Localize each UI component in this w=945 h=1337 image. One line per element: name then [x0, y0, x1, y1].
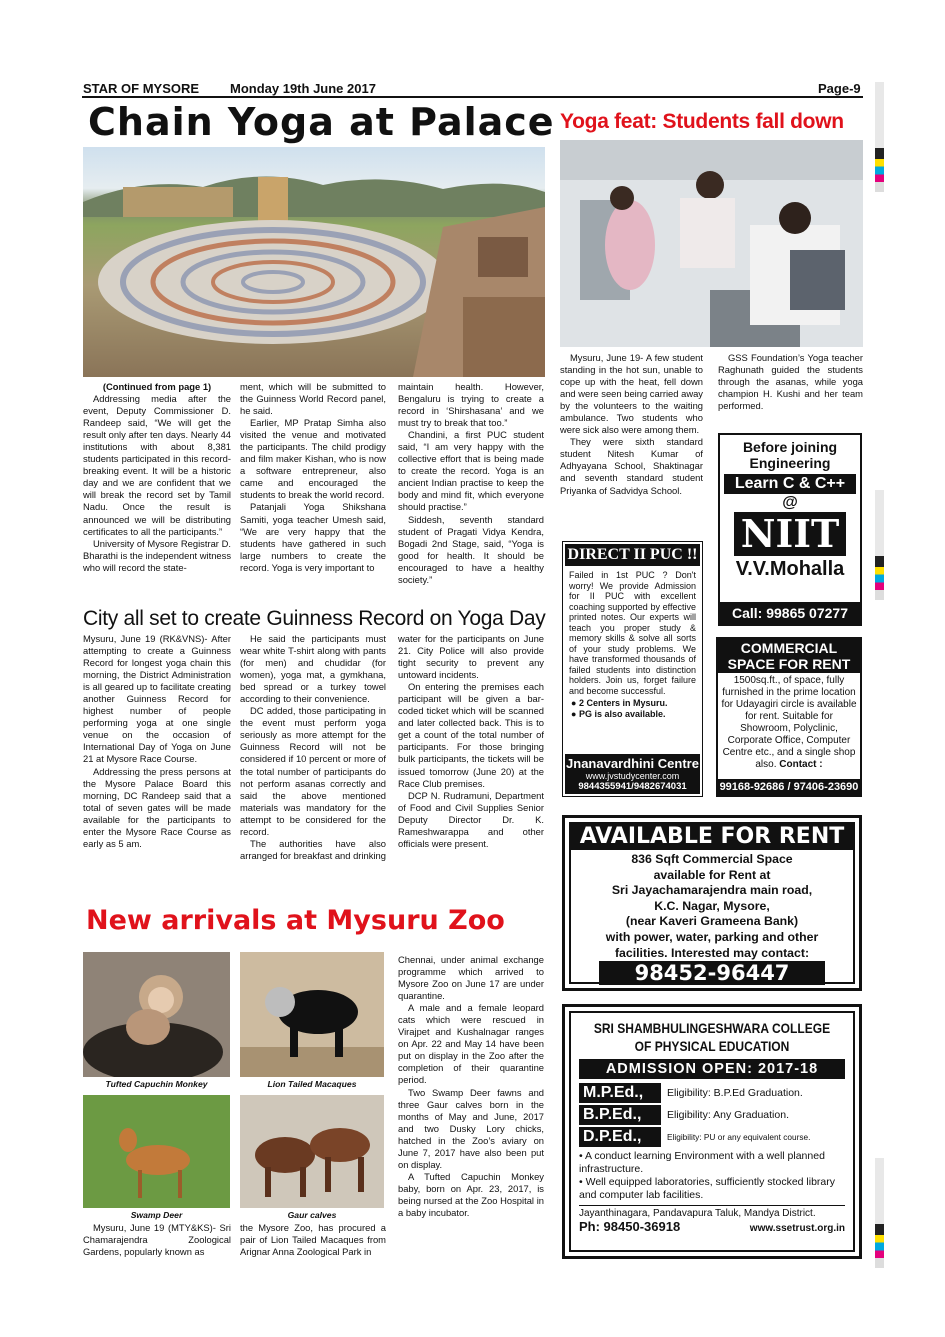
course-row [579, 1083, 845, 1103]
ad-place: V.V.Mohalla [735, 558, 845, 580]
admission-banner: ADMISSION OPEN: 2017-18 [579, 1059, 845, 1079]
ad-line: Learn C & C++ [724, 474, 856, 494]
course-name: M.P.Ed., [579, 1083, 661, 1103]
ad-line: 836 Sqft Commercial Space [631, 852, 793, 866]
macaque-photo [240, 952, 384, 1077]
ad-line: Sri Jayachamarajendra main road, [611, 883, 813, 898]
paragraph: water for the participants on June 21. City Police will also provide tight security to prevent any untoward incidents. [398, 633, 544, 681]
ad-contact-label: Contact : [779, 759, 823, 770]
college-website: www.ssetrust.org.in [749, 1223, 845, 1234]
paragraph: Patanjali Yoga Shikshana Samiti, yoga teacher Umesh said, “We are very happy that the students have gathered in such large numbers to create the record. Yoga is very important to [240, 501, 386, 573]
ad-title: COMMERCIAL [740, 640, 838, 656]
paragraph: Addressing the press persons at the Mysore Palace Board this morning, DC Randeep said that a total of seven gates will be made available for the participants to enter the Mysore Race Course as early as 5 am. [83, 765, 231, 849]
guinness-col-2 [240, 633, 386, 862]
chain-yoga-col-3 [398, 381, 544, 586]
course-row [579, 1127, 845, 1147]
ad-line: K.C. Nagar, Mysore, [654, 898, 770, 913]
zoo-caption: Gaur calves [287, 1210, 337, 1220]
page-number: Page-9 [818, 81, 861, 96]
college-name: OF PHYSICAL EDUCATION [634, 1038, 790, 1054]
college-feature: • Well equipped laboratories, sufficiently stocked library and computer lab facilities. [579, 1176, 835, 1201]
swamp-deer-photo [83, 1095, 230, 1208]
zoo-headline: New arrivals at Mysuru Zoo [86, 905, 505, 936]
palace-yoga-photo [83, 147, 545, 377]
paragraph: He said the participants must wear white T-shirt along with pants (for men) and chudidar (for women), yoga mat, a gymkhana, bed spread or a turkey towel according to their convenience. [240, 633, 386, 705]
zoo-caption: Swamp Deer [130, 1210, 183, 1220]
ad-direct-puc [562, 541, 703, 797]
paragraph: Mysuru, June 19- A few student standing in the hot sun, unable to cope up with the heat, fell down and were seen being carried away by the volunteers to the waiting ambulance. Two students who were sick also were among them. [560, 352, 703, 436]
paragraph: Mysuru, June 19 (MTY&KS)- Sri Chamarajendra Zoological Gardens, popularly known as [83, 1222, 231, 1258]
paragraph: A male and a female leopard cats which were rescued in Virajpet and Kushalnagar ranges on Apr. 22 and May 14 have been put on display in the Zoo after the completion of their quarantine period. [398, 1002, 544, 1086]
guinness-col-3 [398, 633, 544, 850]
ad-line: (near Kaveri Grameena Bank) [625, 914, 799, 929]
paragraph: ment, which will be submitted to the Guinness World Record panel, he said. [240, 381, 386, 417]
masthead-rule [82, 96, 863, 98]
paper-name: STAR OF MYSORE [83, 81, 200, 96]
chain-yoga-headline: Chain Yoga at Palace [88, 100, 555, 144]
ad-phone: 98452-96447 [599, 961, 825, 985]
ad-niit [718, 433, 862, 626]
course-row [579, 1105, 845, 1125]
paragraph: DC added, those participating in the event must perform yoga seriously as more attempt for the Guinness Record will not be considered if 10 percent or more of the total number of participants do not perform asanas correctly and said the above mentioned materials was mandatory for the attempt to be considered for the record. [240, 705, 386, 837]
registration-strip [875, 490, 884, 600]
paragraph: University of Mysore Registrar D. Bharathi is the independent witness who will record the state- [83, 537, 232, 573]
yoga-feat-col-2 [718, 352, 863, 412]
paragraph: GSS Foundation’s Yoga teacher Raghunath guided the students through the asanas, while yoga champion H. Kushi and her team performed. [718, 352, 863, 412]
zoo-col-3 [398, 954, 544, 1219]
ad-bullet: ● PG is also available. [571, 708, 666, 719]
course-eligibility: Eligibility: Any Graduation. [667, 1109, 789, 1121]
ad-centre-name: Jnanavardhini Centre [566, 756, 699, 771]
ad-title: DIRECT II PUC !! [565, 544, 700, 566]
paragraph: A Tufted Capuchin Monkey baby, born on Apr. 23, 2017, is being nursed at the Zoo Hospital in a baby incubator. [398, 1170, 544, 1218]
ad-line: facilities. Interested may contact: [614, 945, 810, 960]
capuchin-monkey-photo [83, 952, 230, 1077]
zoo-col-1 [83, 1222, 231, 1258]
paragraph: On entering the premises each participant will be given a bar-coded ticket which will be scanned and later collected back. This is to get a count of the total number of participants. For those bringing bulk participants, the tickets will be issued tomorrow (June 20) at the Race Club premises. [398, 681, 544, 789]
paragraph: Chennai, under animal exchange programme which arrived to Mysore Zoo on June 17 are under quarantine. [398, 954, 544, 1002]
ad-website: www.jvstudycenter.com [585, 771, 680, 781]
college-feature: • A conduct learning Environment with a well planned infrastructure. [579, 1150, 825, 1175]
ad-available-for-rent [562, 815, 862, 991]
ambulance-photo [560, 140, 863, 347]
niit-logo: NIIT [734, 512, 846, 556]
course-eligibility: Eligibility: PU or any equivalent course. [667, 1132, 811, 1142]
guinness-headline: City all set to create Guinness Record on Yoga Day [83, 607, 546, 630]
zoo-caption: Tufted Capuchin Monkey [105, 1079, 208, 1089]
ad-line: Engineering [749, 455, 831, 471]
paragraph: Earlier, MP Pratap Simha also visited the venue and motivated the participants. The child prodigy and film maker Kishan, who is now a software entrepreneur, also came and encouraged the students to break the world record. [240, 417, 386, 501]
yoga-feat-col-1 [560, 352, 703, 497]
paragraph: The authorities have also arranged for breakfast and drinking [240, 837, 386, 861]
gaur-calves-photo [240, 1095, 384, 1208]
paragraph: maintain health. However, Bengaluru is trying to create a record in ‘Shirshasana’ and we must try to break that too.” [398, 381, 544, 429]
ad-line: with power, water, parking and other [605, 929, 819, 944]
course-name: D.P.Ed., [579, 1127, 661, 1147]
ad-commercial-space [716, 637, 862, 797]
paragraph: Addressing media after the event, Deputy Commissioner D. Randeep said, “We will get the result only after ten days. Nearly 44 institutions with about 8,381 students participated in this record-breaking event. It will be a historic day and we are confident that we will break the record set by Tamil Nadu. Once the result is announced we will be distributing certificates to all the participants.” [83, 393, 231, 537]
ad-phone: 99168-92686 / 97406-23690 [719, 781, 859, 793]
ad-line: Before joining [742, 439, 838, 455]
guinness-col-1 [83, 633, 231, 850]
paragraph: the Mysore Zoo, has procured a pair of Lion Tailed Macaques from Arignar Anna Zoological Park in [240, 1222, 386, 1258]
ad-phone: 9844355941/9482674031 [578, 781, 687, 792]
ad-line: available for Rent at [653, 867, 771, 882]
ad-body: 1500sq.ft., of space, fully furnished in the prime location for Udayagiri circle is available for rent. Suitable for Showroom, Polyclinic, Corporate Office, Computer Centre etc., and a single shop also. [721, 675, 857, 770]
ad-body: Failed in 1st PUC ? Don't worry! We provide Admission for II PUC with excellent coaching supported by effective printed notes. Our experts will teach you proper study & memory skills & solve all sorts of your study problems. We have transformed thousands of failed students into distinction holders. Join us, forget failure and become successful. [569, 570, 696, 696]
ad-call: Call: 99865 07277 [720, 602, 860, 624]
ad-physical-education-college [562, 1004, 862, 1259]
paragraph: Siddesh, seventh standard student of Pragati Vidya Kendra, Bogadi 2nd Stage, said, “Yoga is good for health. It should be encouraged to have a healthy society.” [398, 513, 544, 585]
issue-date: Monday 19th June 2017 [230, 81, 376, 96]
zoo-caption: Lion Tailed Macaques [267, 1079, 357, 1089]
paragraph: Chandini, a first PUC student said, “I am very happy with the collective effort that is being made to create the record. Yoga is an ancient Indian practise to keep the body and mind fit, which everyone should practise.” [398, 429, 544, 513]
college-address: Jayanthinagara, Pandavapura Taluk, Mandya District. [579, 1205, 845, 1219]
ad-title: SPACE FOR RENT [727, 656, 851, 672]
college-name: SRI SHAMBHULINGESHWARA COLLEGE [593, 1020, 831, 1036]
paragraph: Two Swamp Deer fawns and three Gaur calves born in the months of May and June, 2017 and two Dusky Lory chicks, hatched in the Zoo’s aviary on June 7, 2017 have also been put on display. [398, 1086, 544, 1170]
course-eligibility: Eligibility: B.P.Ed Graduation. [667, 1087, 803, 1099]
zoo-col-2 [240, 1222, 386, 1258]
yoga-feat-headline: Yoga feat: Students fall down [560, 110, 844, 133]
ad-bullet: ● 2 Centers in Mysuru. [571, 698, 668, 708]
chain-yoga-col-2 [240, 381, 386, 574]
chain-yoga-col-1 [83, 381, 231, 574]
paragraph: They were sixth standard student Nitesh Kumar of Adhyayana School, Shaktinagar and seventh standard student Priyanka of Sadvidya School. [560, 436, 703, 496]
registration-strip [875, 82, 884, 192]
course-name: B.P.Ed., [579, 1105, 661, 1125]
registration-strip [875, 1158, 884, 1268]
paragraph: DCP N. Rudramuni, Department of Food and Civil Supplies Senior Deputy Director Dr. K. Rameshwarappa and other officials were present. [398, 789, 544, 849]
college-phone: Ph: 98450-36918 [579, 1219, 681, 1234]
ad-title: AVAILABLE FOR RENT [571, 824, 853, 850]
paragraph: Mysuru, June 19 (RK&VNS)- After attempting to create a Guinness Record for longest yoga chain this morning, the District Administration is all geared up to facilitate creating another Guinness Record for highest number of people performing yoga at one single venue on the occasion of International Day of Yoga on June 21 at Mysore Race Course. [83, 633, 231, 765]
ad-at: @ [782, 494, 798, 511]
continued-note: (Continued from page 1) [102, 381, 212, 392]
